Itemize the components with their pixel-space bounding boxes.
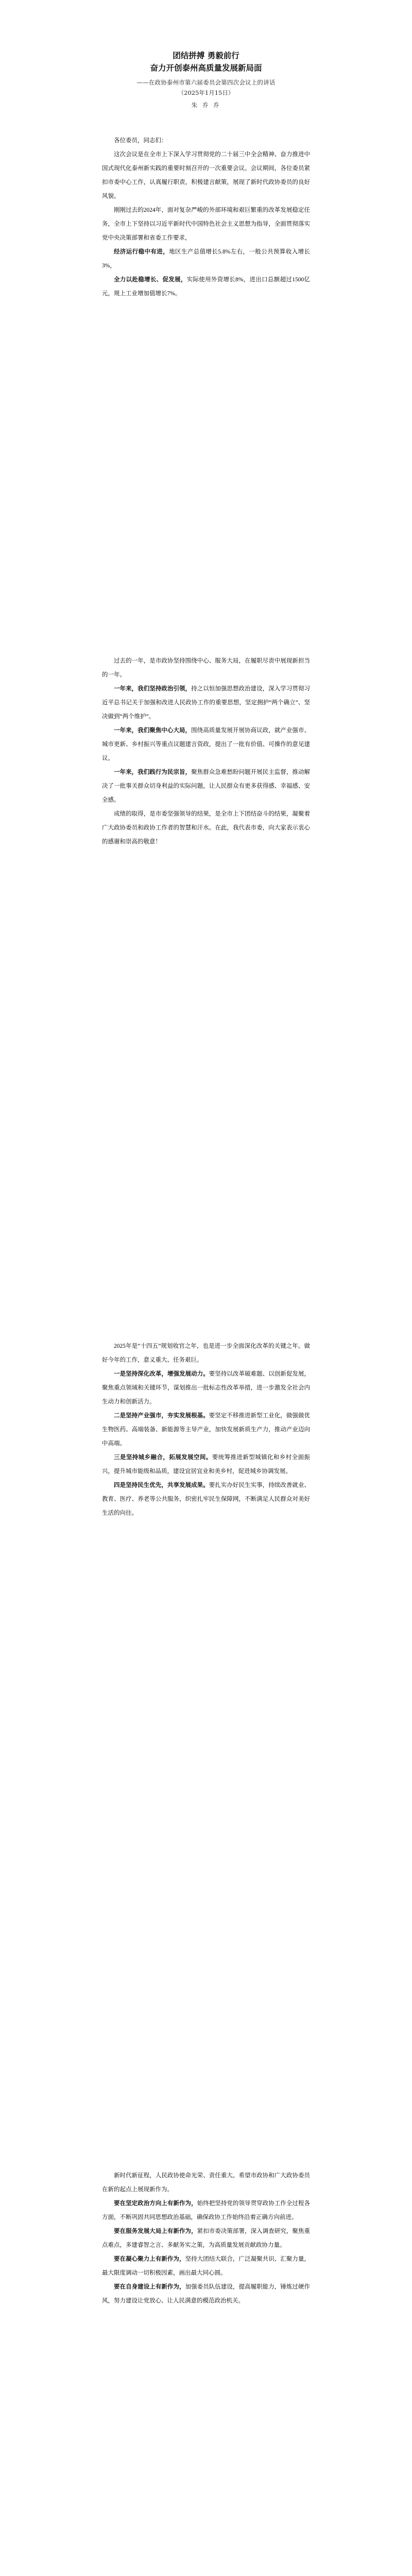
- paragraph: [102, 204, 310, 245]
- paragraph: [102, 2252, 310, 2280]
- speech-date: （2025年1月15日）: [178, 89, 234, 96]
- paragraph: [102, 2280, 310, 2308]
- paragraph-text: 要坚定不移推进新型工业化，做强做优生物医药、高端装备、新能源等主导产业，加快发展新质生产力，推动产业迈向中高端。: [102, 1413, 310, 1447]
- paragraph: [102, 148, 310, 204]
- paragraph-lead: 一年来，我们聚焦中心大局，: [114, 727, 192, 734]
- paragraph-text: 过去的一年，是市政协坚持围绕中心、服务大局，在履职尽责中展现新担当的一年。: [102, 658, 310, 678]
- paragraph-text: 紧扣市委决策部署，深入调查研究，聚焦重点难点，多建睿智之言、多献务实之策，为高质量发展贡献政协力量。: [102, 2228, 310, 2248]
- subtitle: ——在政协泰州市第六届委员会第四次会议上的讲话: [136, 79, 276, 86]
- title-line-2: 奋力开创泰州高质量发展新局面: [150, 63, 262, 73]
- paragraph: [102, 245, 310, 273]
- paragraph: [102, 134, 310, 148]
- paragraph-lead: 一年来，我们践行为民宗旨，: [114, 769, 192, 775]
- title-block: [102, 49, 310, 110]
- paragraph-lead: 一年来，我们坚持政治引领，: [114, 686, 192, 692]
- author-name: 朱 乔 乔: [191, 101, 221, 109]
- paragraph-lead: 经济运行稳中有进，: [114, 249, 169, 255]
- paragraph: [102, 2169, 310, 2197]
- paragraph-lead: 要在服务发展大局上有新作为，: [114, 2228, 197, 2234]
- paragraph-lead: 要在坚定政治方向上有新作为，: [114, 2200, 197, 2207]
- paragraph-text: 成绩的取得，是市委坚强领导的结果，是全市上下团结奋斗的结果，凝聚着广大政协委员和政协工作者的智慧和汗水。在此，我代表市委，向大家表示衷心的感谢和崇高的敬意！: [102, 811, 310, 845]
- paragraph-text: 这次会议是在全市上下深入学习贯彻党的二十届三中全会精神、奋力推进中国式现代化泰州新实践的重要时刻召开的一次重要会议。会议期间，各位委员紧扣市委中心工作，认真履行职责，积极建言献策，展现了新时代政协委员的良好风貌。: [102, 151, 310, 199]
- paragraph: [102, 1479, 310, 1520]
- paragraph-text: 要坚持以改革破难题、以创新促发展，聚焦重点领域和关键环节，谋划推出一批标志性改革举措，进一步激发全社会内生动力和创新活力。: [102, 1371, 310, 1405]
- paragraph-text: 地区生产总值增长5.8%左右，一般公共预算收入增长3%，: [102, 249, 311, 269]
- section-4: [102, 2169, 310, 2308]
- paragraph-text: 围绕高质量发展开展协商议政，就产业强市、城市更新、乡村振兴等重点议题建言资政，提出了一批有价值、可操作的意见建议。: [102, 727, 310, 761]
- section-1: [102, 134, 310, 301]
- paragraph-lead: 二是坚持产业强市，夯实发展根基。: [114, 1413, 209, 1419]
- paragraph: [102, 654, 310, 682]
- paragraph: [102, 1409, 310, 1451]
- paragraph-text: 2025年是“十四五”规划收官之年，也是进一步全面深化改革的关键之年。做好今年的工作，意义重大、任务艰巨。: [102, 1343, 310, 1363]
- paragraph-lead: 全力以赴稳增长、促发展，: [114, 277, 187, 283]
- paragraph-text: 聚焦群众急难愁盼问题开展民主监督，推动解决了一批事关群众切身利益的实际问题，让人民群众有更多获得感、幸福感、安全感。: [102, 769, 310, 803]
- paragraph-text: 刚刚过去的2024年，面对复杂严峻的外部环境和艰巨繁重的改革发展稳定任务，全市上下坚持以习近平新时代中国特色社会主义思想为指导，全面贯彻落实党中央决策部署和省委工作要求，: [102, 207, 310, 241]
- paragraph: [102, 2197, 310, 2225]
- paragraph: [102, 1451, 310, 1479]
- paragraph-text: 各位委员，同志们：: [114, 138, 167, 144]
- paragraph: [102, 1367, 310, 1409]
- paragraph: [102, 682, 310, 724]
- paragraph: [102, 2225, 310, 2252]
- paragraph-text: 实际使用外资增长8%，进出口总额超过1500亿元，规上工业增加值增长7%。: [102, 277, 311, 297]
- paragraph-text: 要统筹推进新型城镇化和乡村全面振兴，提升城市能级和品质，建设宜居宜业和美乡村，促进城乡协调发展。: [102, 1454, 311, 1475]
- title-line-1: 团结拼搏 勇毅前行: [173, 50, 239, 60]
- paragraph: [102, 1340, 310, 1367]
- paragraph-lead: 要在自身建设上有新作为，: [114, 2284, 185, 2290]
- paragraph-lead: 四是坚持民生优先，共享发展成果。: [114, 1482, 209, 1488]
- paragraph-text: 始终把坚持党的领导贯穿政协工作全过程各方面，不断巩固共同思想政治基础，确保政协工作始终沿着正确方向前进。: [102, 2200, 310, 2221]
- paragraph: [102, 766, 310, 807]
- section-2: [102, 654, 310, 849]
- paragraph: [102, 807, 310, 849]
- paragraph-text: 坚持大团结大联合，广泛凝聚共识、汇聚力量，最大限度调动一切积极因素，画出最大同心圆。: [102, 2256, 310, 2276]
- paragraph: [102, 273, 310, 301]
- paragraph-text: 新时代新征程，人民政协使命光荣、责任重大。希望市政协和广大政协委员在新的起点上展现新作为。: [102, 2173, 310, 2193]
- paragraph-lead: 一是坚持深化改革，增强发展动力。: [114, 1371, 209, 1377]
- paragraph-text: 持之以恒加强思想政治建设，深入学习贯彻习近平总书记关于加强和改进人民政协工作的重要思想，坚定拥护“两个确立”、坚决做到“两个维护”。: [102, 686, 310, 720]
- paragraph-text: 要扎实办好民生实事，持续改善就业、教育、医疗、养老等公共服务，织密扎牢民生保障网，不断满足人民群众对美好生活的向往。: [102, 1482, 310, 1516]
- paragraph: [102, 724, 310, 766]
- paragraph-lead: 要在凝心聚力上有新作为，: [114, 2256, 185, 2262]
- paragraph-lead: 三是坚持城乡融合，拓展发展空间。: [114, 1454, 212, 1461]
- section-3: [102, 1340, 310, 1520]
- paragraph-text: 加强委员队伍建设，提高履职能力，锤炼过硬作风，努力建设让党放心、让人民满意的模范政治机关。: [102, 2284, 310, 2304]
